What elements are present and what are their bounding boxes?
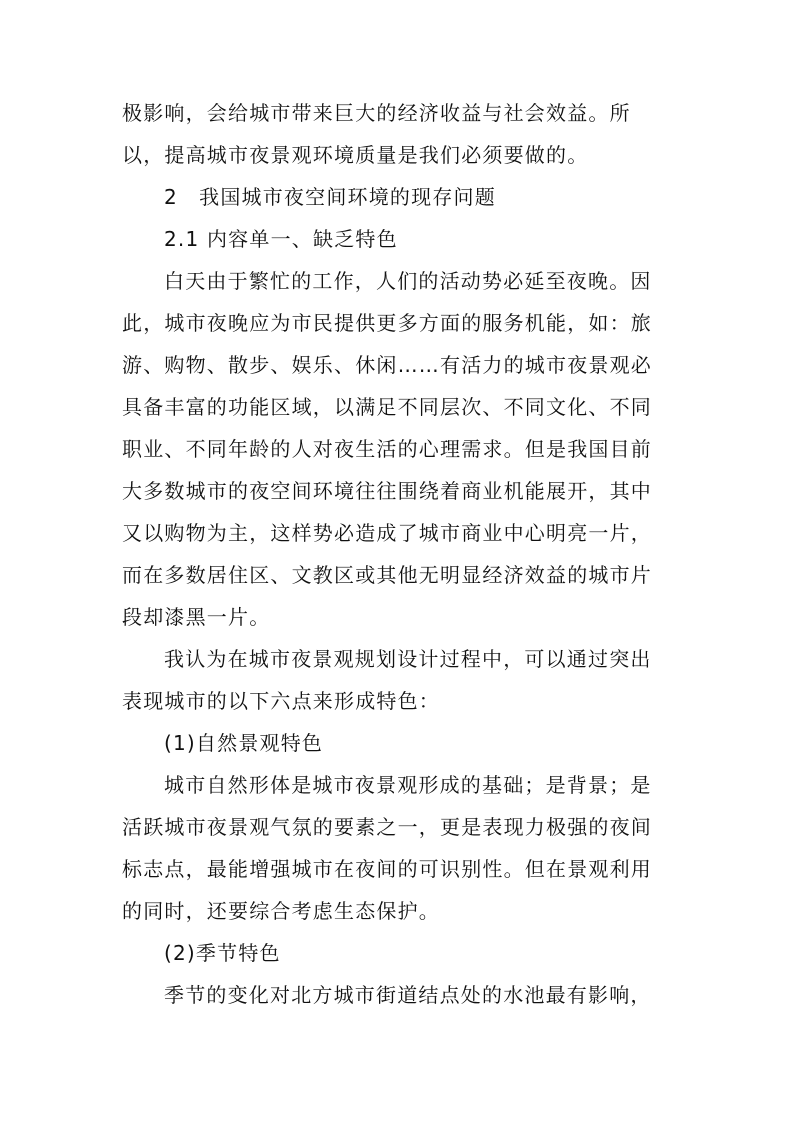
text-line: 季节的变化对北方城市街道结点处的水池最有影响， <box>164 983 652 1007</box>
text-line: 大多数城市的夜空间环境往往围绕着商业机能展开，其中 <box>122 479 652 503</box>
text-line: 表现城市的以下六点来形成特色： <box>122 689 440 713</box>
text-line: 白天由于繁忙的工作，人们的活动势必延至夜晚。因 <box>164 269 652 293</box>
text-line: 段却漆黑一片。 <box>122 605 271 629</box>
text-line: 的同时，还要综合考虑生态保护。 <box>122 899 440 923</box>
text-line: 职业、不同年龄的人对夜生活的心理需求。但是我国目前 <box>122 437 652 461</box>
text-line: 城市自然形体是城市夜景观形成的基础；是背景；是 <box>164 773 652 797</box>
list-item-heading: (1)自然景观特色 <box>164 731 324 755</box>
text-line: 我认为在城市夜景观规划设计过程中，可以通过突出 <box>164 647 652 671</box>
section-heading: 2 我国城市夜空间环境的现存问题 <box>164 185 496 209</box>
text-line: 具备丰富的功能区域，以满足不同层次、不同文化、不同 <box>122 395 652 419</box>
text-line: 活跃城市夜景观气氛的要素之一，更是表现力极强的夜间 <box>122 815 652 839</box>
text-line: 而在多数居住区、文教区或其他无明显经济效益的城市片 <box>122 563 652 587</box>
text-line: 游、购物、散步、娱乐、休闲……有活力的城市夜景观必 <box>122 353 652 377</box>
list-item-heading: (2)季节特色 <box>164 941 281 965</box>
subsection-heading: 2.1 内容单一、缺乏特色 <box>164 227 398 251</box>
text-line: 以，提高城市夜景观环境质量是我们必须要做的。 <box>122 143 589 167</box>
text-line: 极影响，会给城市带来巨大的经济收益与社会效益。所 <box>122 101 631 125</box>
text-line: 又以购物为主，这样势必造成了城市商业中心明亮一片， <box>122 521 652 545</box>
text-line: 此，城市夜晚应为市民提供更多方面的服务机能，如：旅 <box>122 311 652 335</box>
text-line: 标志点，最能增强城市在夜间的可识别性。但在景观利用 <box>122 857 652 881</box>
